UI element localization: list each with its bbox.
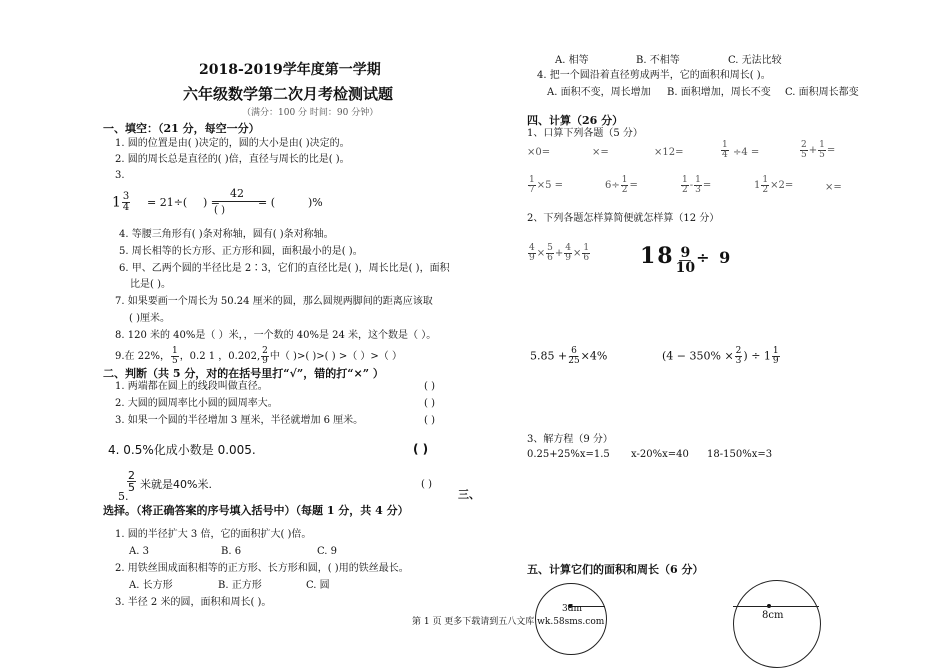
fraction: $\frac{1}{4}$ (722, 140, 728, 160)
simplify-expr-3: 5.85 + $\frac{6}{25}$ ×4% (530, 346, 608, 366)
s2-q1-answer[interactable]: ( ) (424, 381, 435, 392)
s4-sub3: 3、解方程（9 分） (527, 434, 613, 445)
s3-q1: 1. 圆的半径扩大 3 倍，它的面积扩大( )倍。 (115, 529, 312, 540)
simplify-expr-2: 18 $\frac{9}{10}$ ÷ 9 (640, 243, 733, 276)
fraction: $\frac{1}{2}$ (762, 175, 769, 195)
s1-q5: 5. 周长相等的长方形、正方形和圆，面积最小的是( )。 (119, 246, 363, 257)
section-2-heading: 二、判断（共 5 分，对的在括号里打“√”，错的打“×” ） (103, 367, 384, 380)
oral-item: ×= (592, 147, 609, 158)
exam-subtitle: 六年级数学第二次月考检测试题 (183, 85, 394, 103)
s2-q3-answer[interactable]: ( ) (424, 415, 435, 426)
section-1-heading: 一、填空：（21 分，每空一分） (103, 122, 260, 135)
s3-q4: 4. 把一个圆沿着直径剪成两半，它的面积和周长( )。 (537, 70, 771, 81)
s1-q3-part-c: = ( (258, 196, 276, 209)
fraction: $\frac{2}{5}$ (128, 469, 135, 494)
section-5-heading: 五、计算它们的面积和周长（6 分） (527, 563, 704, 576)
oral-item: $\frac{1}{2}$ - $\frac{1}{3}$ = (682, 175, 712, 195)
equation-3: 18-150%x=3 (707, 449, 773, 460)
simplify-expr-4: (4 − 350% × $\frac{2}{3}$ ) ÷ 1 $\frac{1}{9}$ (662, 346, 779, 366)
s1-q3-label: 3. (115, 170, 125, 181)
s3-q1-option-a[interactable]: A. 3 (129, 546, 149, 557)
page-footer: 第 1 页 更多下载请到五八文库 wk.58sms.com (412, 617, 605, 627)
fraction: $\frac{1}{2}$ (682, 175, 688, 195)
fraction: $\frac{1}{2}$ (621, 175, 628, 195)
s1-q6-line1: 6. 甲、乙两个圆的半径比是 2∶3，它们的直径比是( )，周长比是( )，面积 (119, 263, 450, 274)
s2-q2: 2. 大圆的圆周率比小圆的圆周率大。 (115, 398, 278, 409)
oral-item: 6÷ $\frac{1}{2}$ = (605, 175, 638, 195)
s3-q2-option-a[interactable]: A. 长方形 (129, 580, 173, 591)
s4-sub2: 2、下列各题怎样算简便就怎样算（12 分） (527, 213, 720, 224)
s3-q3: 3. 半径 2 米的圆，面积和周长( )。 (115, 597, 272, 608)
fraction: $\frac{6}{25}$ (568, 346, 580, 366)
circle-figure-2 (733, 580, 821, 668)
circle-label-2: 8cm (762, 610, 784, 621)
s1-q6-line2: 比是( )。 (130, 279, 171, 290)
s2-q1: 1. 两端都在圆上的线段叫做直径。 (115, 381, 268, 392)
equation-2: x-20%x=40 (631, 449, 689, 460)
s1-q3-part-d: )% (308, 196, 323, 209)
s3-q4-option-b[interactable]: B. 面积增加，周长不变 (667, 87, 771, 98)
section-4-heading: 四、计算（26 分） (527, 114, 624, 127)
fraction: $\frac{1}{9}$ (772, 346, 779, 366)
mixed-whole: 1 (112, 194, 121, 211)
s1-q3-denominator-paren: ( ) (214, 205, 225, 216)
s1-q7-line2: ( )厘米。 (129, 313, 170, 324)
fraction: $\frac{2}{5}$ (801, 140, 807, 160)
s3-q3-option-a[interactable]: A. 相等 (555, 55, 589, 66)
s2-q5-text: 米就是40%米. (140, 478, 212, 491)
s3-q4-option-a[interactable]: A. 面积不变，周长增加 (547, 87, 651, 98)
s1-q4: 4. 等腰三角形有( )条对称轴，圆有( )条对称轴。 (119, 229, 334, 240)
s3-q2-option-b[interactable]: B. 正方形 (218, 580, 262, 591)
oral-item: ×12= (654, 147, 684, 158)
s4-sub1: 1、口算下列各题（5 分） (527, 128, 643, 139)
oral-item: $\frac{1}{7}$ ×5 = (529, 175, 564, 195)
s2-q4-answer[interactable]: ( ) (413, 442, 429, 456)
fraction: $\frac{2}{9}$ (262, 346, 268, 366)
diameter-line (733, 606, 819, 607)
s2-q4: 4. 0.5%化成小数是 0.005. (108, 443, 256, 457)
s1-q1: 1. 圆的位置是由( )决定的，圆的大小是由( )决定的。 (115, 138, 350, 149)
fraction: $\frac{9}{10}$ (675, 245, 696, 276)
exam-title: 2018-2019学年度第一学期 (199, 62, 381, 78)
oral-item: ×0= (527, 147, 551, 158)
s1-q9: 9.在 22%， $\frac{1}{5}$ ，0.2 1 ，0.202, $\frac{2}{9}$ 中（ )>( )>( ) >（ ）>（ ） (115, 346, 402, 366)
fraction: $\frac{5}{6}$ (547, 243, 553, 263)
fraction: $\frac{1}{7}$ (529, 175, 535, 195)
s1-q7-line1: 7. 如果要画一个周长为 50.24 厘米的圆，那么圆规两脚间的距离应该取 (115, 296, 433, 307)
s2-q5-answer[interactable]: ( ) (421, 479, 432, 490)
s2-q5-label: 5. (118, 490, 129, 503)
circle-label-1: 3dm (562, 604, 583, 614)
s1-q2: 2. 圆的周长总是直径的( )倍，直径与周长的比是( )。 (115, 154, 350, 165)
fraction: $\frac{4}{9}$ (565, 243, 571, 263)
oral-item: ÷4 = (733, 147, 760, 158)
oral-item: $\frac{2}{5}$ + $\frac{1}{5}$ = (801, 140, 836, 160)
s3-q1-option-c[interactable]: C. 9 (317, 546, 338, 557)
fraction: $\frac{1}{3}$ (695, 175, 701, 195)
equation-1: 0.25+25%x=1.5 (527, 449, 610, 460)
fraction: $\frac{2}{3}$ (735, 346, 742, 366)
simplify-expr-1: $\frac{4}{9}$ × $\frac{5}{6}$ + $\frac{4}{9}$ × $\frac{1}{6}$ (529, 243, 590, 263)
s3-q3-option-c[interactable]: C. 无法比较 (728, 55, 782, 66)
exam-meta: （满分：100 分 时间：90 分钟） (242, 108, 379, 118)
fraction: $\frac{1}{5}$ (171, 346, 178, 366)
fraction: $\frac{3}{4}$ (122, 191, 130, 213)
fraction: $\frac{1}{5}$ (819, 140, 825, 160)
oral-item: ×= (825, 182, 842, 193)
s2-q3: 3. 如果一个圆的半径增加 3 厘米，半径就增加 6 厘米。 (115, 415, 364, 426)
s3-q1-option-b[interactable]: B. 6 (221, 546, 242, 557)
s1-q3-expression (112, 192, 131, 213)
s1-q8: 8. 120 米的 40%是（ ）米，，一个数的 40%是 24 米，这个数是（ ）。 (115, 330, 437, 341)
oral-item: 1 $\frac{1}{2}$ ×2= (754, 175, 794, 195)
section-3-heading: 选择。（将正确答案的序号填入括号中）（每题 1 分，共 4 分） (103, 504, 409, 517)
s3-q2: 2. 用铁丝围成面积相等的正方形、长方形和圆，( )用的铁丝最长。 (115, 563, 409, 574)
s1-q3-part-a: = 21÷( (147, 196, 188, 209)
s3-q2-option-c[interactable]: C. 圆 (306, 580, 330, 591)
s1-q3-42: 42 (230, 187, 244, 200)
s3-q3-option-b[interactable]: B. 不相等 (636, 55, 680, 66)
fraction: $\frac{1}{6}$ (583, 243, 590, 263)
section-3-prefix: 三、 (458, 488, 480, 501)
fraction: $\frac{4}{9}$ (529, 243, 535, 263)
s3-q4-option-c[interactable]: C. 面积周长都变 (785, 87, 859, 98)
s1-q3-part-b: ) = (203, 196, 221, 209)
s2-q2-answer[interactable]: ( ) (424, 398, 435, 409)
oral-item (720, 141, 730, 160)
